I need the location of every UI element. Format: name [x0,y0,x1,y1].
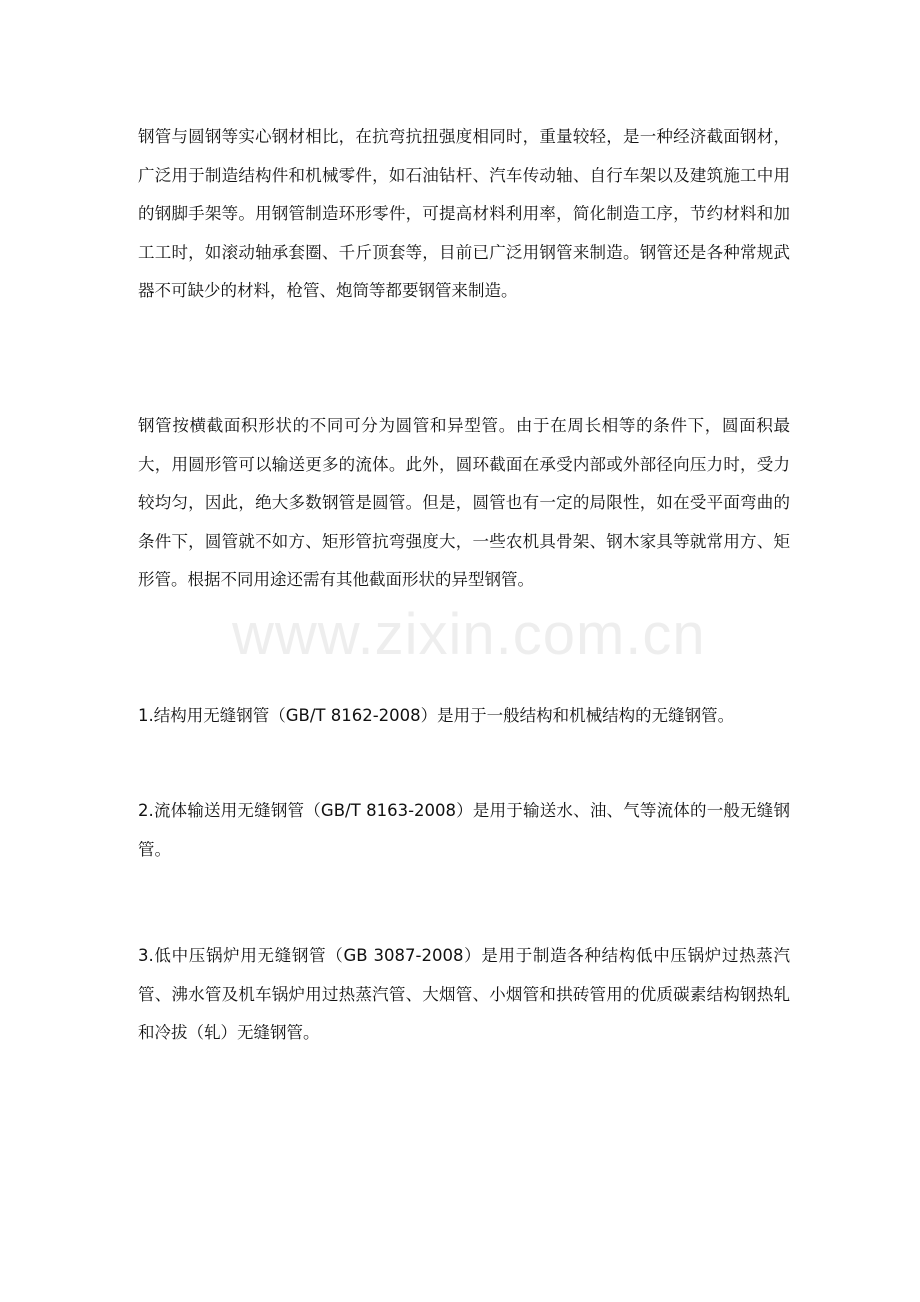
paragraph-steel-pipe-advantages: 钢管与圆钢等实心钢材相比，在抗弯抗扭强度相同时，重量较轻，是一种经济截面钢材，广泛用于制造结构件和机械零件，如石油钻杆、汽车传动轴、自行车架以及建筑施工中用的钢脚手架等。用钢管制造环形零件，可提高材料利用率，简化制造工序，节约材料和加工工时，如滚动轴承套圈、千斤顶套等，目前已广泛用钢管来制造。钢管还是各种常规武器不可缺少的材料，枪管、炮筒等都要钢管来制造。 [138,127,790,301]
list-item-boiler-pipe: 3.低中压锅炉用无缝钢管（GB 3087-2008）是用于制造各种结构低中压锅炉过热蒸汽管、沸水管及机车锅炉用过热蒸汽管、大烟管、小烟管和拱砖管用的优质碳素结构钢热轧和冷拔（轧）无缝钢管。 [138,946,790,1043]
list-item-structural-pipe: 1.结构用无缝钢管（GB/T 8162-2008）是用于一般结构和机械结构的无缝钢管。 [138,706,735,725]
paragraph-cross-section-shapes: 钢管按横截面积形状的不同可分为圆管和异型管。由于在周长相等的条件下，圆面积最大，用圆形管可以输送更多的流体。此外，圆环截面在承受内部或外部径向压力时，受力较均匀，因此，绝大多数钢管是圆管。但是，圆管也有一定的局限性，如在受平面弯曲的条件下，圆管就不如方、矩形管抗弯强度大，一些农机具骨架、钢木家具等就常用方、矩形管。根据不同用途还需有其他截面形状的异型钢管。 [138,416,790,590]
list-item-fluid-pipe: 2.流体输送用无缝钢管（GB/T 8163-2008）是用于输送水、油、气等流体的一般无缝钢管。 [138,801,790,859]
watermark: www.zixin.com.cn [232,602,706,667]
